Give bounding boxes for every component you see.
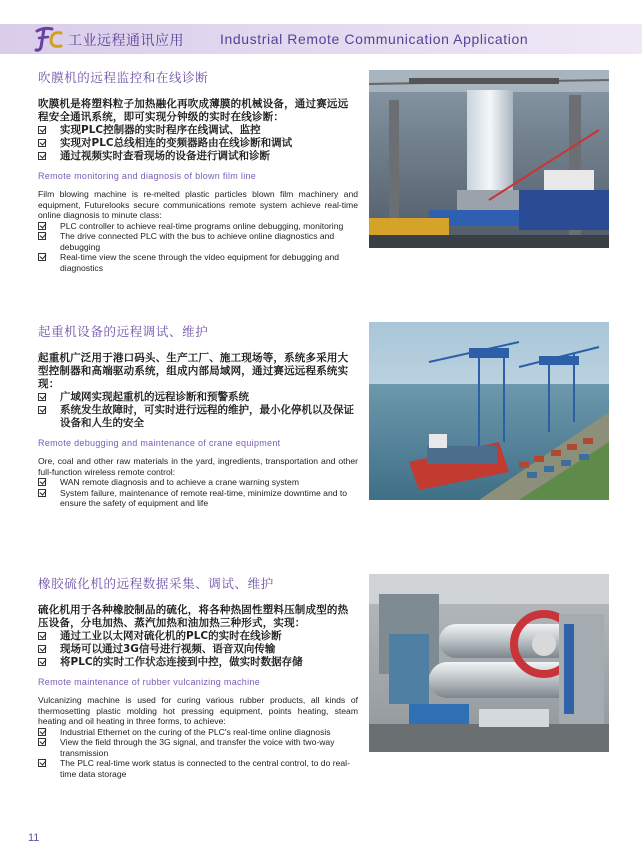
list-item: 通过工业以太网对硫化机的PLC的实时在线诊断 [38,630,358,643]
checkbox-icon [38,139,46,147]
port-crane-photo [369,322,609,500]
list-item: 实现PLC控制器的实时程序在线调试、监控 [38,124,358,137]
list-item: The drive connected PLC with the bus to achieve online diagnostics and debugging [38,231,358,252]
feature-list-zh [38,630,358,669]
list-item: 通过视频实时查看现场的设备进行调试和诊断 [38,150,358,163]
feature-list-en [38,477,358,509]
feature-list-en [38,221,358,274]
feature-list-zh [38,391,358,430]
section-title-en: Remote debugging and maintenance of crane equipment [38,438,281,448]
section-intro-zh: 硫化机用于各种橡胶制品的硫化，将各种热固性塑料压制成型的热压设备，分电加热、蒸汽加热和油加热三种形式，实现： [38,604,349,629]
page-header [0,24,642,54]
list-item: 系统发生故障时，可实时进行远程的维护，最小化停机以及保证设备和人生的安全 [38,404,358,430]
checkbox-icon [38,759,46,767]
checkbox-icon [38,152,46,160]
section-intro-en: Film blowing machine is re-melted plastic particles blown film machinery and equipment, Futurelooks secure communications remote system achieve real-time online diagnosis to minute class: [38,189,358,220]
checkbox-icon [38,126,46,134]
section-vulcanizing [38,574,358,779]
list-item: WAN remote diagnosis and to achieve a crane warning system [38,477,358,488]
list-item: PLC controller to achieve real-time programs online debugging, monitoring [38,221,358,232]
section-title-zh: 吹膜机的远程监控和在线诊断 [38,70,209,85]
header-title-en: Industrial Remote Communication Application [220,31,529,47]
rubber-vulcanizing-machine-photo [369,574,609,752]
list-item: 实现对PLC总线相连的变频器路由在线诊断和调试 [38,137,358,150]
section-title-zh: 橡胶硫化机的远程数据采集、调试、维护 [38,576,274,591]
checkbox-icon [38,406,46,414]
checkbox-icon [38,728,46,736]
checkbox-icon [38,632,46,640]
checkbox-icon [38,253,46,261]
section-intro-en: Vulcanizing machine is used for curing various rubber products, all kinds of thermosetting plastic molding hot pressing equipment, points heating, steam heating and oil heating in three forms, to achieve: [38,695,358,726]
section-crane [38,322,358,509]
section-title-zh: 起重机设备的远程调试、维护 [38,324,209,339]
list-item: 广域网实现起重机的远程诊断和预警系统 [38,391,358,404]
checkbox-icon [38,232,46,240]
list-item: The PLC real-time work status is connected to the central control, to do real-time data storage [38,758,358,779]
blown-film-machine-photo [369,70,609,248]
section-intro-zh: 吹膜机是将塑料粒子加热融化再吹成薄膜的机械设备，通过赛远远程安全通讯系统，即可实现分钟级的实时在线诊断： [38,98,349,123]
list-item: View the field through the 3G signal, and transfer the voice with two-way transmission [38,737,358,758]
checkbox-icon [38,393,46,401]
checkbox-icon [38,645,46,653]
futurelooks-logo-icon [34,25,64,53]
section-title-en: Remote monitoring and diagnosis of blown film line [38,171,257,181]
checkbox-icon [38,478,46,486]
checkbox-icon [38,489,46,497]
section-blown-film [38,68,358,273]
section-intro-zh: 起重机广泛用于港口码头、生产工厂、施工现场等，系统多采用大型控制器和高端驱动系统，组成内部局域网，通过赛远远程系统实现： [38,352,349,390]
checkbox-icon [38,738,46,746]
checkbox-icon [38,222,46,230]
list-item: 将PLC的实时工作状态连接到中控，做实时数据存储 [38,656,358,669]
list-item: Industrial Ethernet on the curing of the PLC's real-time online diagnosis [38,727,358,738]
list-item: System failure, maintenance of remote real-time, minimize downtime and to ensure the safety of equipment and life [38,488,358,509]
checkbox-icon [38,658,46,666]
feature-list-zh [38,124,358,163]
feature-list-en [38,727,358,780]
section-title-en: Remote maintenance of rubber vulcanizing machine [38,677,261,687]
list-item: 现场可以通过3G信号进行视频、语音双向传输 [38,643,358,656]
header-title-zh: 工业远程通讯应用 [68,33,184,49]
list-item: Real-time view the scene through the video equipment for debugging and diagnostics [38,252,358,273]
section-intro-en: Ore, coal and other raw materials in the yard, ingredients, transportation and other full-function wireless remote control: [38,456,358,477]
page-number: 11 [28,832,40,844]
